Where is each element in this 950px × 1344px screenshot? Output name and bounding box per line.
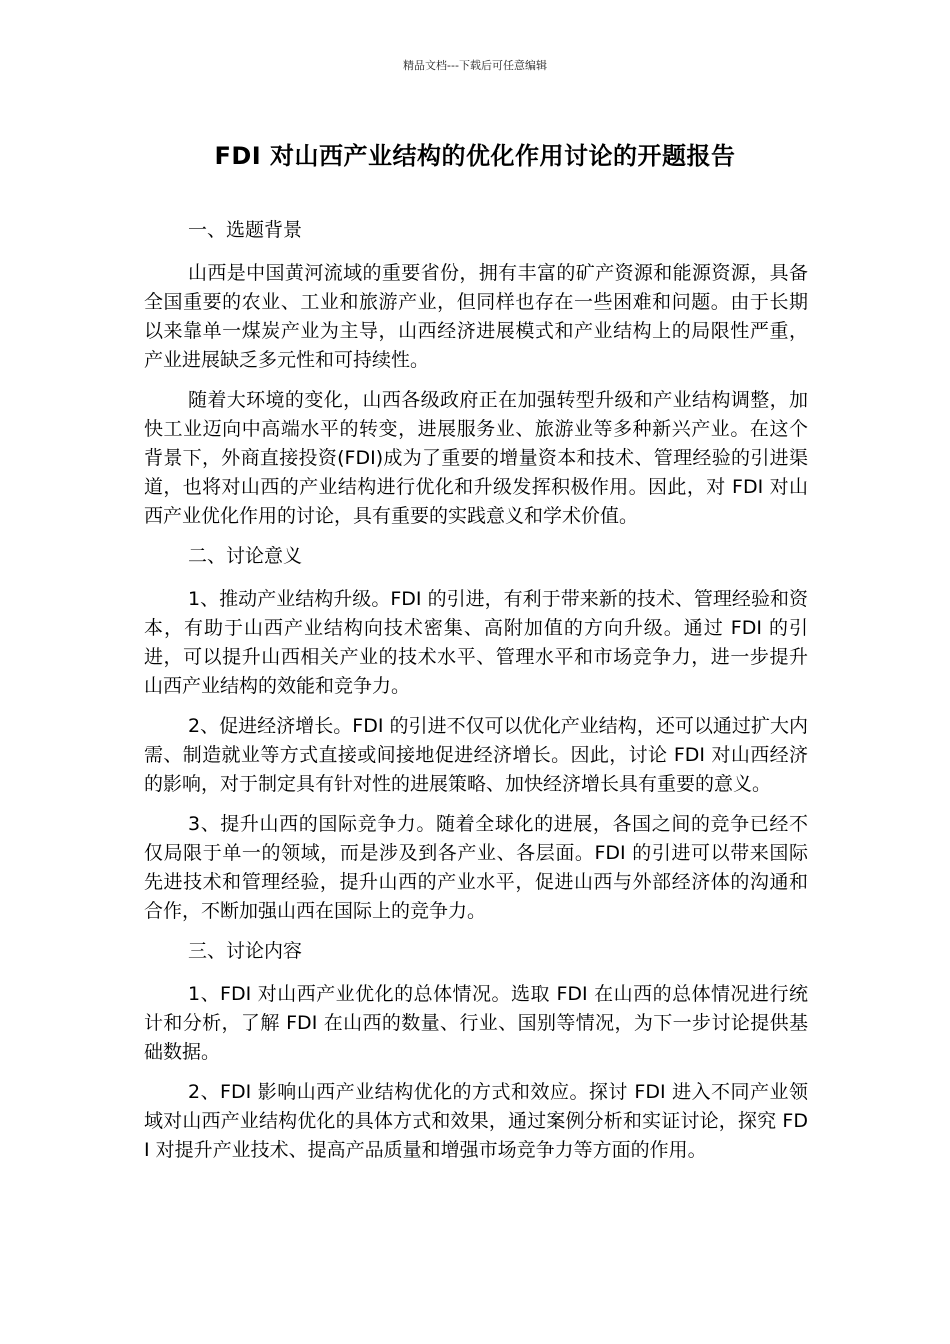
paragraph: 2、FDI 影响山西产业结构优化的方式和效应。探讨 FDI 进入不同产业领域对山西产业结构优化的具体方式和效果，通过案例分析和实证讨论，探究 FDI 对提升产业技术、提高产品质量和增强市场竞争力等方面的作用。 [144, 1081, 808, 1161]
section-heading-background: 一、选题背景 [188, 219, 303, 241]
section-heading-content: 三、讨论内容 [188, 940, 303, 962]
document-title: FDI 对山西产业结构的优化作用讨论的开题报告 [214, 142, 736, 170]
paragraph: 3、提升山西的国际竞争力。随着全球化的进展，各国之间的竞争已经不仅局限于单一的领域，而是涉及到各产业、各层面。FDI 的引进可以带来国际先进技术和管理经验，提升山西的产业水平，促进山西与外部经济体的沟通和合作，不断加强山西在国际上的竞争力。 [144, 813, 808, 922]
document-body [144, 216, 808, 1176]
paragraph: 2、促进经济增长。FDI 的引进不仅可以优化产业结构，还可以通过扩大内需、制造就业等方式直接或间接地促进经济增长。因此，讨论 FDI 对山西经济的影响，对于制定具有针对性的进展策略、加快经济增长具有重要的意义。 [144, 715, 808, 795]
paragraph: 1、推动产业结构升级。FDI 的引进，有利于带来新的技术、管理经验和资本，有助于山西产业结构向技术密集、高附加值的方向升级。通过 FDI 的引进，可以提升山西相关产业的技术水平、管理水平和市场竞争力，进一步提升山西产业结构的效能和竞争力。 [144, 588, 808, 697]
paragraph: 1、FDI 对山西产业优化的总体情况。选取 FDI 在山西的总体情况进行统计和分析，了解 FDI 在山西的数量、行业、国别等情况，为下一步讨论提供基础数据。 [144, 983, 808, 1063]
paragraph: 随着大环境的变化，山西各级政府正在加强转型升级和产业结构调整，加快工业迈向中高端水平的转变，进展服务业、旅游业等多种新兴产业。在这个背景下，外商直接投资(FDI)成为了重要的增量资本和技术、管理经验的引进渠道，也将对山西的产业结构进行优化和升级发挥积极作用。因此，对 FDI 对山西产业优化作用的讨论，具有重要的实践意义和学术价值。 [144, 389, 808, 527]
paragraph: 山西是中国黄河流域的重要省份，拥有丰富的矿产资源和能源资源，具备全国重要的农业、工业和旅游产业，但同样也存在一些困难和问题。由于长期以来靠单一煤炭产业为主导，山西经济进展模式和产业结构上的局限性严重，产业进展缺乏多元性和可持续性。 [144, 262, 808, 371]
header-note: 精品文档---下载后可任意编辑 [403, 59, 547, 72]
section-heading-significance: 二、讨论意义 [188, 545, 303, 567]
